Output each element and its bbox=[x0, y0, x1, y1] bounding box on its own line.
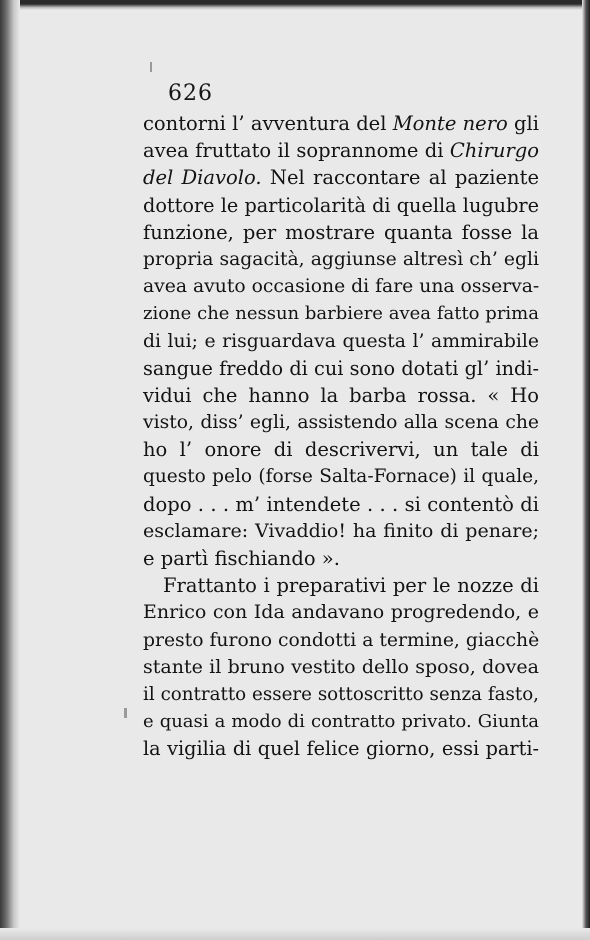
text-line bbox=[143, 164, 539, 191]
text-segment: dopo . . . m’ intendete . . . si contentò di bbox=[143, 492, 539, 516]
text-segment: avea fruttato il soprannome di bbox=[143, 139, 450, 163]
text-segment: sangue freddo di cui sono dotati gl’ indi- bbox=[143, 356, 539, 380]
text-segment: gli bbox=[507, 112, 539, 135]
scan-top-shadow bbox=[0, 0, 590, 10]
scan-speck bbox=[124, 708, 127, 718]
scan-right-edge bbox=[582, 0, 590, 940]
text-segment: vidui che hanno la barba rossa. « Ho bbox=[143, 383, 539, 407]
text-line bbox=[143, 137, 539, 164]
text-segment: e partì fischiando ». bbox=[143, 547, 340, 570]
text-segment: la vigilia di quel felice giorno, essi parti- bbox=[143, 737, 539, 761]
text-line bbox=[143, 110, 539, 137]
italic-text-segment: Monte nero bbox=[392, 112, 508, 135]
text-segment: contorni l’ avventura del bbox=[143, 112, 393, 135]
text-segment: Enrico con Ida andavano progredendo, e bbox=[143, 601, 539, 624]
text-line bbox=[143, 246, 539, 273]
text-segment: propria sagacità, aggiunse altresì ch’ egli bbox=[143, 248, 539, 270]
text-segment: ho l’ onore di descrivervi, un tale di bbox=[143, 438, 539, 462]
text-segment: questo pelo (forse Salta-Fornace) il quale, bbox=[143, 466, 539, 488]
text-segment: presto furono condotti a termine, giacchè bbox=[143, 629, 540, 651]
text-line bbox=[143, 708, 539, 735]
text-segment: visto, diss’ egli, assistendo alla scena che bbox=[143, 412, 539, 434]
text-line bbox=[143, 572, 539, 599]
text-line bbox=[143, 545, 539, 572]
text-segment: avea avuto occasione di fare una osserva- bbox=[143, 276, 540, 298]
text-segment: e quasi a modo di contratto privato. Giunta bbox=[143, 711, 539, 733]
text-segment: funzione, per mostrare quanta fosse la bbox=[143, 220, 539, 244]
body-text bbox=[143, 110, 539, 763]
text-line bbox=[143, 382, 539, 409]
text-segment: di lui; e risguardava questa l’ ammirabile bbox=[143, 330, 539, 352]
text-segment: stante il bruno vestito dello sposo, dovea bbox=[143, 655, 539, 678]
text-segment: Frattanto i preparativi per le nozze di bbox=[163, 574, 539, 598]
text-line bbox=[143, 192, 539, 219]
text-line bbox=[143, 328, 539, 355]
text-line bbox=[143, 300, 539, 327]
page-number: 626 bbox=[168, 81, 213, 106]
text-line bbox=[143, 681, 539, 708]
text-line bbox=[143, 463, 539, 490]
text-line bbox=[143, 355, 539, 382]
text-line bbox=[143, 409, 539, 436]
text-segment: il contratto essere sottoscritto senza fasto, bbox=[143, 683, 539, 705]
text-line bbox=[143, 219, 539, 246]
text-line bbox=[143, 627, 539, 654]
text-segment: zione che nessun barbiere avea fatto prima bbox=[143, 303, 539, 325]
italic-text-segment: del Diavolo. bbox=[143, 166, 262, 190]
text-line bbox=[143, 735, 539, 762]
text-line bbox=[143, 599, 539, 626]
text-line bbox=[143, 654, 539, 681]
text-line bbox=[143, 273, 539, 300]
scan-left-edge bbox=[0, 0, 20, 940]
text-line bbox=[143, 491, 539, 518]
scan-speck bbox=[150, 62, 152, 72]
text-line bbox=[143, 518, 539, 545]
text-line bbox=[143, 436, 539, 463]
text-segment: Nel raccontare al paziente bbox=[261, 166, 539, 190]
italic-text-segment: Chirurgo bbox=[449, 139, 539, 163]
text-segment: dottore le particolarità di quella lugubre bbox=[143, 193, 539, 217]
scan-bottom-edge bbox=[0, 928, 590, 940]
text-segment: esclamare: Vivaddio! ha finito di penare; bbox=[143, 519, 539, 542]
